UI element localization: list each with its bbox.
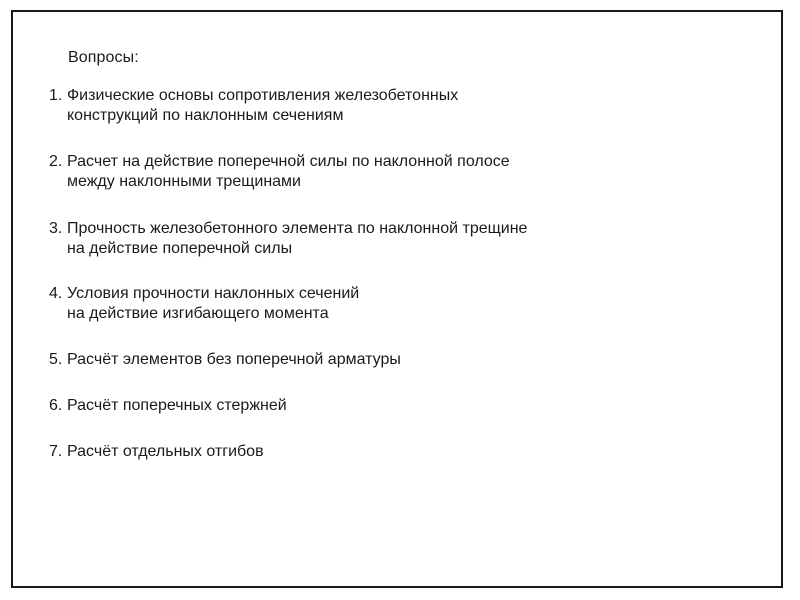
question-text-line1: Расчёт поперечных стержней bbox=[67, 397, 287, 414]
slide-frame bbox=[11, 10, 783, 588]
question-text-line1: Условия прочности наклонных сечений bbox=[67, 285, 360, 302]
question-text-line1: Прочность железобетонного элемента по наклонной трещине bbox=[67, 220, 528, 237]
question-number: 6. bbox=[49, 397, 63, 414]
question-item-3 bbox=[49, 219, 527, 259]
question-item-6 bbox=[49, 396, 287, 416]
question-number: 4. bbox=[49, 285, 63, 302]
question-text-line2: конструкций по наклонным сечениям bbox=[67, 107, 344, 124]
question-text-line2: между наклонными трещинами bbox=[67, 173, 301, 190]
question-item-1 bbox=[49, 86, 458, 126]
question-text-line1: Расчёт элементов без поперечной арматуры bbox=[67, 351, 401, 368]
question-item-4 bbox=[49, 284, 359, 324]
question-text-line1: Расчёт отдельных отгибов bbox=[67, 443, 264, 460]
question-item-2 bbox=[49, 152, 510, 192]
question-item-5 bbox=[49, 350, 401, 370]
question-text-line2: на действие поперечной силы bbox=[67, 240, 293, 257]
slide-heading: Вопросы: bbox=[68, 49, 139, 66]
question-number: 5. bbox=[49, 351, 63, 368]
question-item-7 bbox=[49, 442, 264, 462]
question-text-line1: Физические основы сопротивления железобетонных bbox=[67, 87, 459, 104]
question-number: 3. bbox=[49, 220, 63, 237]
question-text-line2: на действие изгибающего момента bbox=[67, 305, 329, 322]
question-number: 7. bbox=[49, 443, 63, 460]
question-number: 2. bbox=[49, 153, 63, 170]
question-text-line1: Расчет на действие поперечной силы по наклонной полосе bbox=[67, 153, 510, 170]
question-number: 1. bbox=[49, 87, 63, 104]
